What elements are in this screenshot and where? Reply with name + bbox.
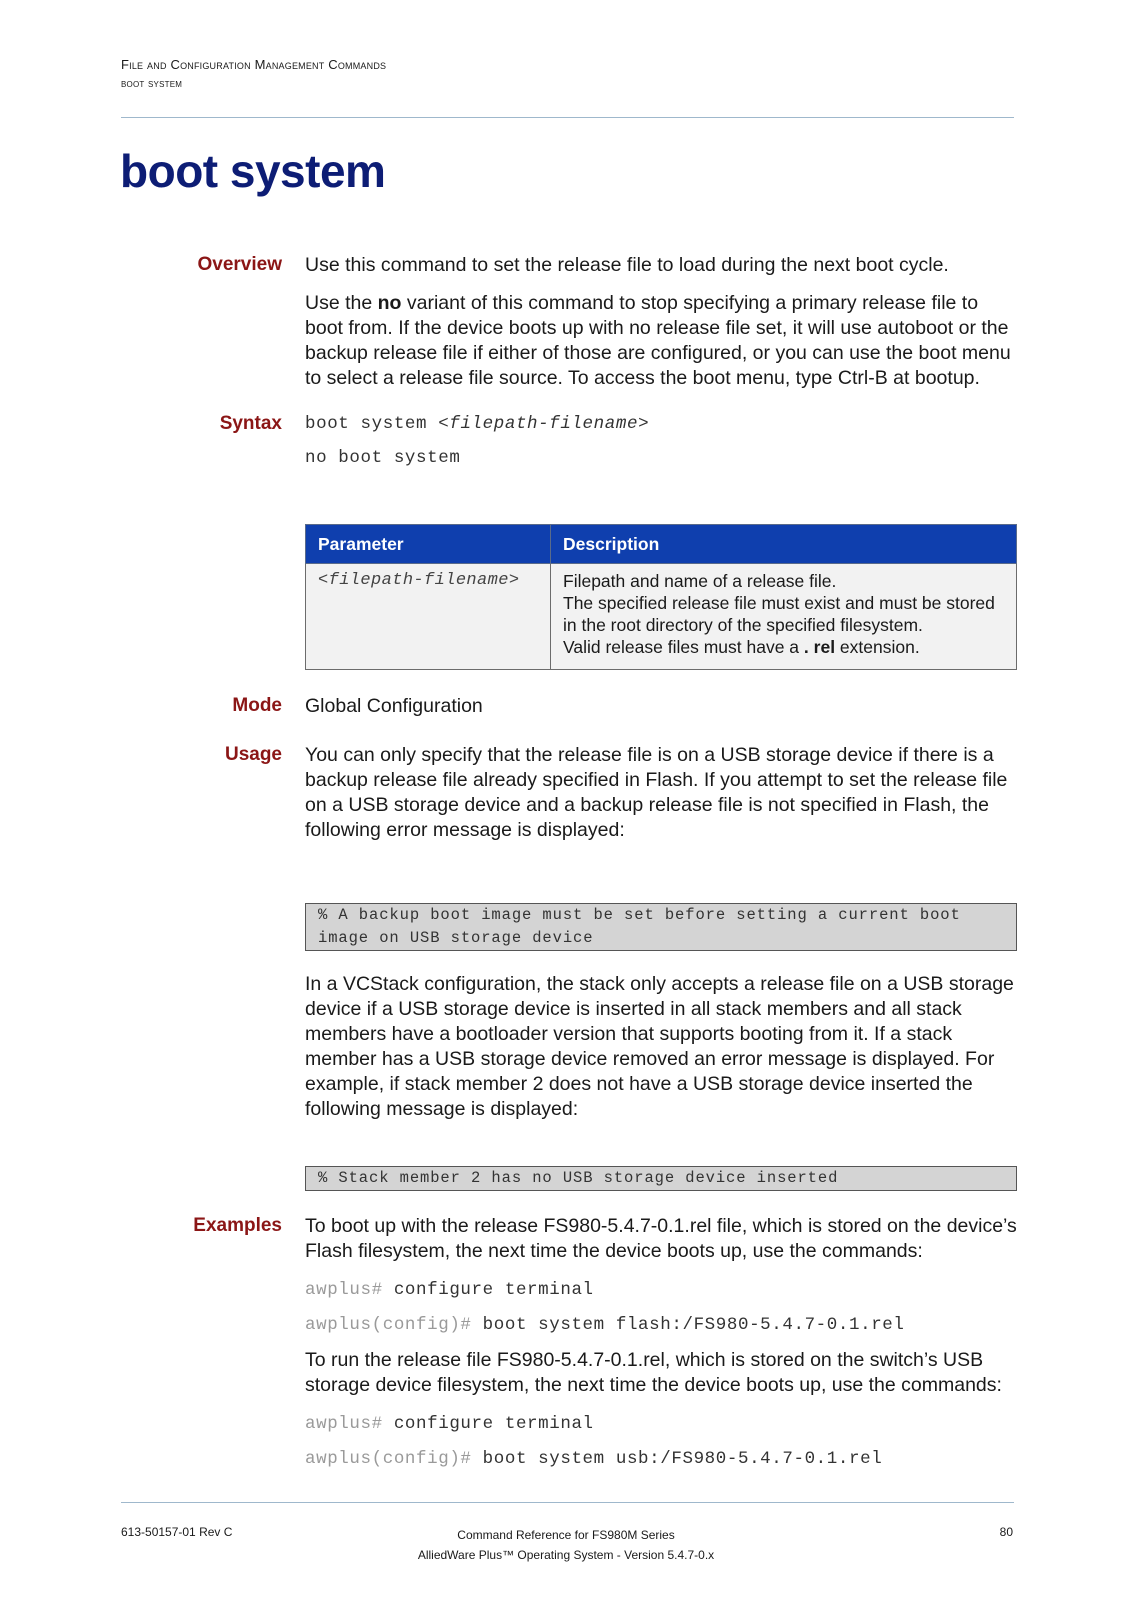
page-title: boot system — [120, 145, 386, 197]
stack-message-box: % Stack member 2 has no USB storage device inserted — [305, 1166, 1017, 1191]
example-2-line-1: awplus# configure terminal — [305, 1414, 594, 1434]
error-message-box: % A backup boot image must be set before setting a current boot image on USB storage device — [305, 903, 1017, 951]
parameter-table — [305, 524, 1017, 670]
header-divider — [121, 117, 1014, 118]
usage-text-2: In a VCStack configuration, the stack only accepts a release file on a USB storage device if a USB storage device is inserted in all stack members and all stack members have a bootloader version that supports booting from it. If a stack member has a USB storage device removed an error message is displayed. For example, if stack member 2 does not have a USB storage device inserted the following message is displayed: — [305, 973, 1014, 1120]
section-title: boot system — [121, 76, 183, 90]
footer-center — [366, 1525, 766, 1565]
examples-text-2: To run the release file FS980-5.4.7-0.1.rel, which is stored on the switch’s USB storage device filesystem, the next time the device boots up, use the commands: — [305, 1349, 1002, 1396]
table-row — [306, 564, 1017, 670]
page-number: 80 — [999, 1525, 1013, 1539]
description-column-header: Description — [551, 525, 1017, 564]
examples-text-1: To boot up with the release FS980-5.4.7-0.1.rel file, which is stored on the device’s Flash filesystem, the next time the device boots up, use the commands: — [305, 1215, 1017, 1262]
mode-text: Global Configuration — [305, 695, 483, 717]
examples-label: Examples — [193, 1215, 282, 1236]
footer-divider — [121, 1502, 1014, 1503]
no-keyword: no — [377, 292, 402, 314]
table-header-row — [306, 525, 1017, 564]
running-header — [121, 55, 386, 93]
description-cell: Filepath and name of a release file. The specified release file must exist and must be stored in the root directory of the specified filesystem. Valid release files must have a . rel extension. — [551, 564, 1017, 670]
param-column-header: Parameter — [306, 525, 551, 564]
overview-text-2: Use the no variant of this command to stop specifying a primary release file to boot from. If the device boots up with no release file set, it will use autoboot or the backup release file if either of those are configured, or you can use the boot menu to select a release file source. To access the boot menu, type Ctrl-B at bootup. — [305, 292, 1011, 389]
chapter-title: File and Configuration Management Commands — [121, 57, 387, 72]
example-1-line-1: awplus# configure terminal — [305, 1280, 594, 1300]
example-2-line-2: awplus(config)# boot system usb:/FS980-5.4.7-0.1.rel — [305, 1449, 883, 1469]
overview-label: Overview — [197, 254, 282, 275]
syntax-line-2: no boot system — [305, 448, 461, 468]
footer-doc-title: Command Reference for FS980M Series — [457, 1528, 675, 1542]
mode-label: Mode — [232, 695, 282, 716]
usage-label: Usage — [224, 744, 282, 765]
syntax-line-1: boot system <filepath-filename> — [305, 414, 650, 434]
footer-doc-number: 613-50157-01 Rev C — [121, 1525, 233, 1539]
footer-os-version: AlliedWare Plus™ Operating System - Version 5.4.7-0.x — [417, 1548, 715, 1562]
usage-text-1: You can only specify that the release file is on a USB storage device if there is a backup release file already specified in Flash. If you attempt to set the release file on a USB storage device and a backup release file is not specified in Flash, the following error message is displayed: — [305, 744, 1008, 841]
syntax-label: Syntax — [219, 413, 282, 434]
example-1-line-2: awplus(config)# boot system flash:/FS980-5.4.7-0.1.rel — [305, 1315, 905, 1335]
param-cell: <filepath-filename> — [306, 564, 551, 670]
overview-text-1: Use this command to set the release file to load during the next boot cycle. — [305, 254, 949, 276]
